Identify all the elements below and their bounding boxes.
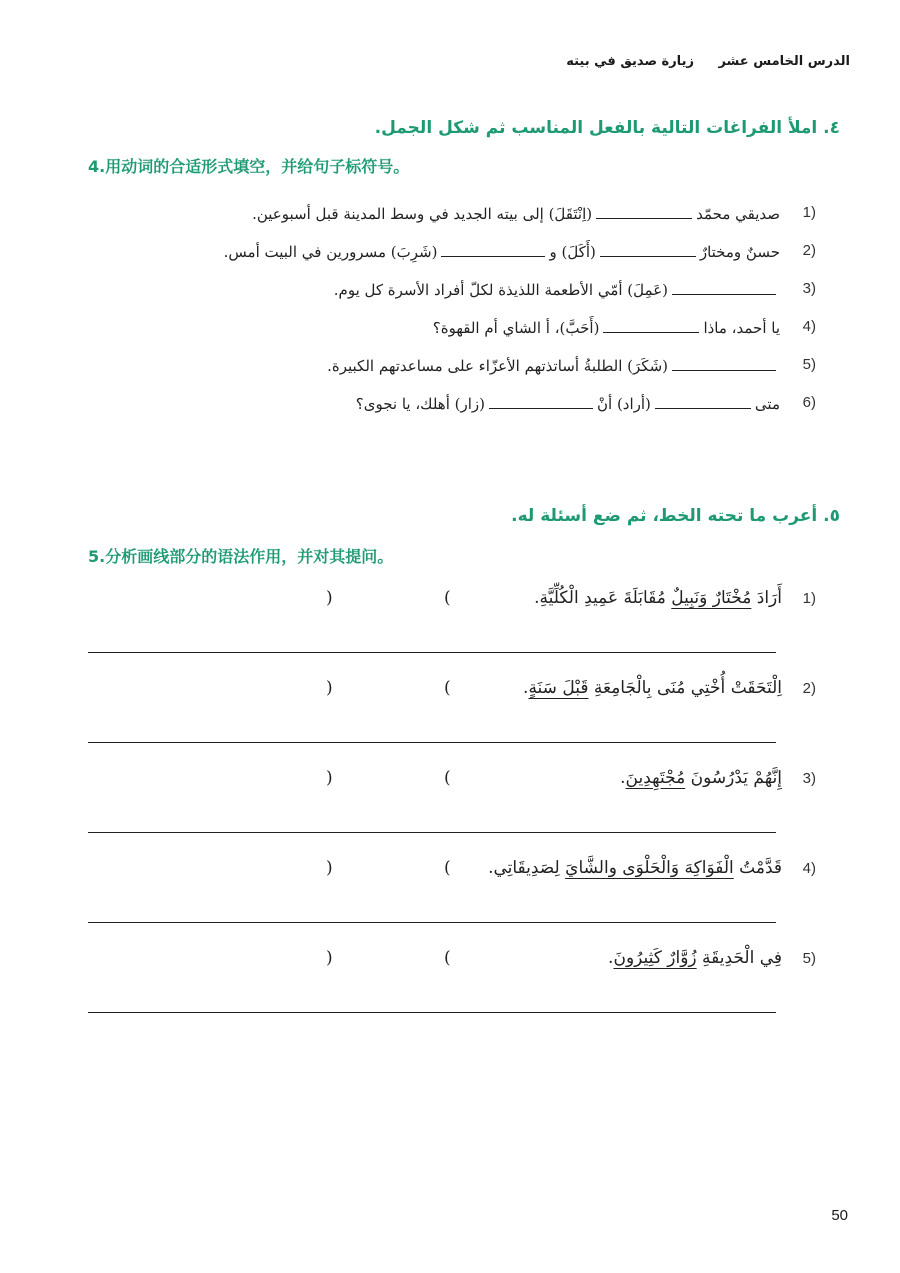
item-number: 6) bbox=[802, 394, 816, 411]
fill-sentence-6 bbox=[356, 394, 780, 413]
lesson-title: زيارة صديق في بيته bbox=[566, 54, 694, 69]
sentence-part: قَدَّمْتُ bbox=[739, 858, 782, 878]
fill-blank[interactable] bbox=[441, 242, 545, 257]
paren-close: ) bbox=[326, 768, 333, 788]
paren-open: ( bbox=[444, 678, 451, 698]
paren-open: ( bbox=[444, 948, 451, 968]
fill-blank[interactable] bbox=[672, 280, 776, 295]
item-number: 5) bbox=[802, 356, 816, 373]
item-number: 5) bbox=[802, 950, 816, 967]
answer-line[interactable] bbox=[88, 742, 776, 743]
fill-blank[interactable] bbox=[603, 318, 699, 333]
sentence-part: (أراد) أنْ bbox=[597, 395, 651, 413]
sentence-part: (شَرِبَ) مسرورين في البيت أمس. bbox=[223, 243, 438, 261]
fill-blank[interactable] bbox=[672, 356, 776, 371]
item-number: 4) bbox=[802, 860, 816, 877]
paren-close: ) bbox=[326, 678, 333, 698]
underlined-phrase: الْفَوَاكِهَ وَالْحَلْوَى والشَّايَ bbox=[565, 858, 734, 878]
underlined-phrase: مُخْتَارٌ وَنَبِيلٌ bbox=[671, 588, 752, 608]
sentence-part: . bbox=[523, 678, 529, 698]
paren-open: ( bbox=[444, 588, 451, 608]
fill-blank[interactable] bbox=[489, 394, 593, 409]
answer-line[interactable] bbox=[88, 832, 776, 833]
sentence-part: متى bbox=[754, 395, 780, 413]
sentence-part: (زار) أهلك، يا نجوى؟ bbox=[355, 395, 485, 413]
fill-sentence-1 bbox=[252, 204, 780, 223]
fill-blank[interactable] bbox=[655, 394, 751, 409]
fill-blank[interactable] bbox=[600, 242, 696, 257]
item-number: 3) bbox=[802, 770, 816, 787]
paren-close: ) bbox=[326, 858, 333, 878]
item-number: 1) bbox=[802, 204, 816, 221]
answer-line[interactable] bbox=[88, 922, 776, 923]
sentence-part: صديقي محمّد bbox=[696, 205, 780, 223]
underlined-phrase: قَبْلَ سَنَةٍ bbox=[528, 678, 589, 698]
answer-line[interactable] bbox=[88, 652, 776, 653]
sentence-part: أَرَادَ bbox=[756, 588, 782, 608]
sentence-part: لِصَدِيقَاتِي. bbox=[488, 858, 560, 878]
section5-title-ar: ٥. أعرب ما تحته الخط، ثم ضع أسئلة له. bbox=[511, 506, 840, 526]
sentence-part: اِلْتَحَقَتْ أُخْتِي مُنَى بِالْجَامِعَةِ bbox=[593, 678, 782, 698]
answer-line[interactable] bbox=[88, 1012, 776, 1013]
sentence-part: (شَكَرَ) الطلبةُ أساتذتهم الأعزّاء على مساعدتهم الكبيرة. bbox=[327, 357, 668, 375]
paren-close: ) bbox=[326, 948, 333, 968]
fill-blank[interactable] bbox=[596, 204, 692, 219]
sentence-part: مُقَابَلَةَ عَمِيدِ الْكُلِّيَّةِ. bbox=[534, 588, 666, 608]
sentence-part: (أَحَبَّ)، أ الشاي أم القهوة؟ bbox=[432, 319, 600, 337]
item-number: 1) bbox=[802, 590, 816, 607]
paren-open: ( bbox=[444, 768, 451, 788]
fill-sentence-2 bbox=[224, 242, 780, 261]
running-header bbox=[546, 54, 850, 69]
item-number: 2) bbox=[802, 242, 816, 259]
section4-title-ar: ٤. املأ الفراغات التالية بالفعل المناسب ثم شكل الجمل. bbox=[374, 118, 840, 138]
sentence-part: إِنَّهُمْ يَدْرُسُونَ bbox=[690, 768, 782, 788]
parse-sentence-2 bbox=[523, 678, 782, 698]
sentence-part: يا أحمد، ماذا bbox=[703, 319, 780, 337]
lesson-number: الدرس الخامس عشر bbox=[718, 54, 850, 69]
sentence-part: فِي الْحَدِيقَةِ bbox=[702, 948, 782, 968]
sentence-part: (اِنْتَقَلَ) إلى بيته الجديد في وسط المدينة قبل أسبوعين. bbox=[252, 205, 593, 223]
paren-close: ) bbox=[326, 588, 333, 608]
item-number: 3) bbox=[802, 280, 816, 297]
fill-sentence-3 bbox=[334, 280, 780, 299]
section4-title-cn: 4.用动词的合适形式填空，并给句子标符号。 bbox=[88, 157, 410, 176]
sentence-part: . bbox=[620, 768, 626, 788]
sentence-part: . bbox=[608, 948, 614, 968]
page-number: 50 bbox=[831, 1207, 848, 1224]
fill-sentence-5 bbox=[327, 356, 780, 375]
sentence-part: (عَمِلَ) أمّي الأطعمة اللذيذة لكلّ أفراد الأسرة كل يوم. bbox=[333, 281, 668, 299]
sentence-part: (أَكَلَ) و bbox=[549, 243, 596, 261]
parse-sentence-5 bbox=[608, 948, 782, 968]
parse-sentence-4 bbox=[488, 858, 782, 878]
parse-sentence-1 bbox=[534, 588, 782, 608]
section5-title-cn: 5.分析画线部分的语法作用，并对其提问。 bbox=[88, 547, 394, 566]
fill-sentence-4 bbox=[433, 318, 780, 337]
paren-open: ( bbox=[444, 858, 451, 878]
underlined-phrase: مُجْتَهِدِينَ bbox=[625, 768, 686, 788]
item-number: 2) bbox=[802, 680, 816, 697]
sentence-part: حسنٌ ومختارٌ bbox=[699, 243, 780, 261]
underlined-phrase: زُوَّارٌ كَثِيرُونَ bbox=[613, 948, 697, 968]
parse-sentence-3 bbox=[620, 768, 782, 788]
item-number: 4) bbox=[802, 318, 816, 335]
